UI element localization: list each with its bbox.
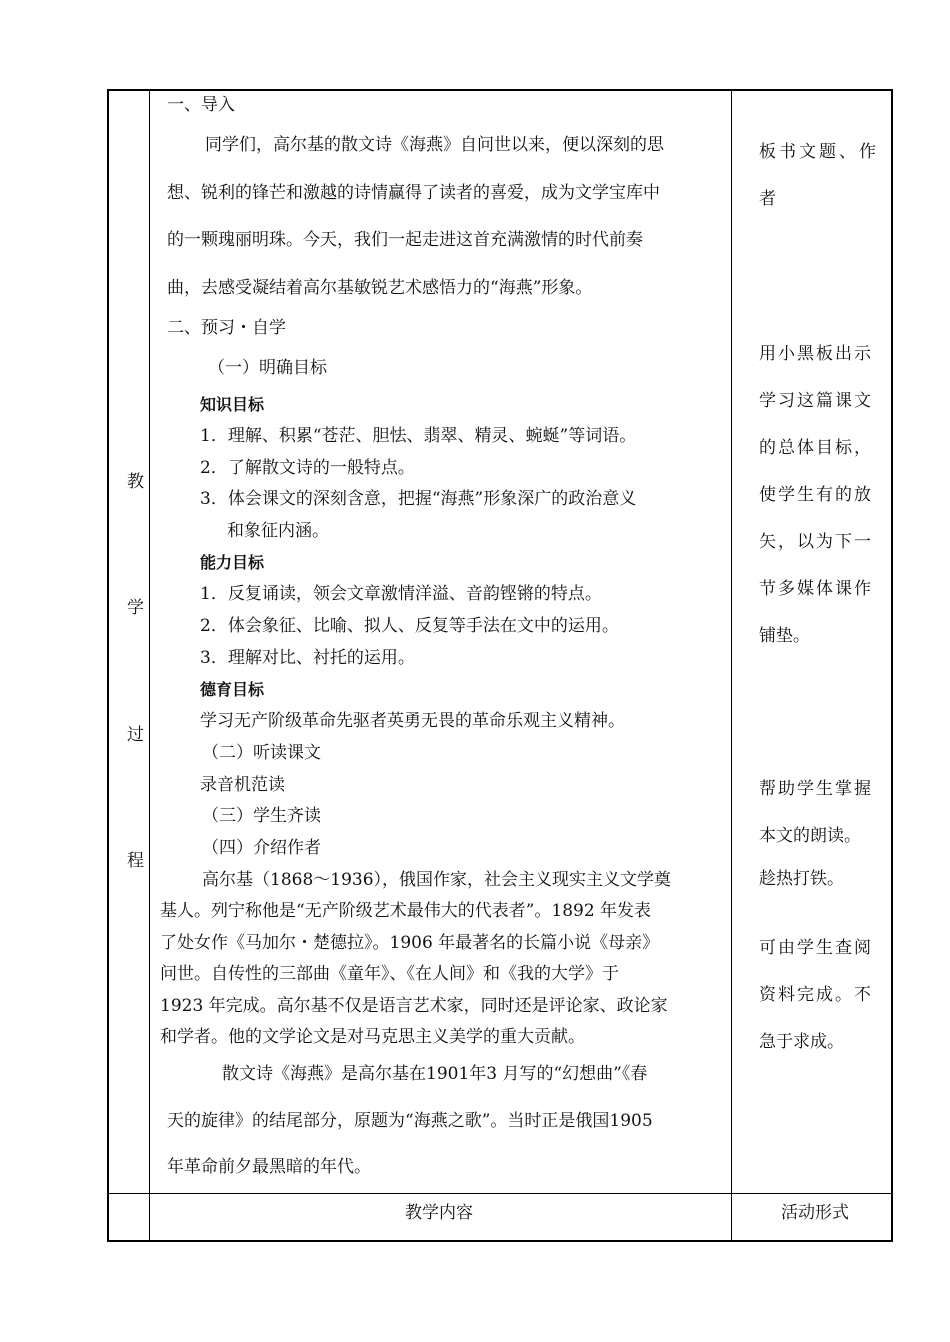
activity-note-line: 矢，以为下一 (759, 532, 873, 552)
column-divider (731, 89, 732, 1242)
knowledge-item: 3．体会课文的深刻含意，把握“海燕”形象深广的政治意义 (200, 489, 637, 509)
author-line: 问世。自传性的三部曲《童年》、《在人间》和《我的大学》于 (160, 964, 619, 984)
ability-item: 3．理解对比、衬托的运用。 (200, 648, 415, 668)
row-divider (107, 1193, 893, 1194)
subsection-heading: （四）介绍作者 (202, 838, 321, 858)
author-line: 基人。列宁称他是“无产阶级艺术最伟大的代表者”。1892 年发表 (160, 901, 652, 921)
activity-note-line: 节多媒体课作 (759, 579, 873, 599)
ability-item: 1．反复诵读，领会文章激情洋溢、音韵铿锵的特点。 (200, 584, 602, 604)
intro-line: 的一颗瑰丽明珠。今天，我们一起走进这首充满激情的时代前奏 (167, 230, 643, 250)
side-label-char: 过 (127, 725, 144, 745)
activity-note-line: 学习这篇课文 (759, 391, 873, 411)
side-label-char: 教 (127, 472, 144, 492)
poem-line: 天的旋律》的结尾部分，原题为“海燕之歌”。当时正是俄国1905 (167, 1111, 653, 1131)
author-line: 高尔基（1868～1936），俄国作家，社会主义现实主义文学奠 (202, 870, 672, 890)
subsection-heading: （二）听读课文 (202, 743, 321, 763)
activity-note-line: 铺垫。 (759, 626, 810, 646)
subsection-heading: （三）学生齐读 (202, 806, 321, 826)
ability-item: 2．体会象征、比喻、拟人、反复等手法在文中的运用。 (200, 616, 619, 636)
moral-title: 德育目标 (200, 680, 265, 699)
column-divider (149, 89, 150, 1242)
knowledge-item: 和象征内涵。 (227, 521, 329, 541)
knowledge-item: 1．理解、积累“苍茫、胆怯、翡翠、精灵、蜿蜒”等词语。 (200, 426, 637, 446)
ability-title: 能力目标 (200, 553, 265, 572)
intro-heading: 一、导入 (167, 95, 235, 115)
content-column-header: 教学内容 (405, 1203, 473, 1223)
activity-column-header: 活动形式 (781, 1203, 849, 1223)
intro-line: 曲，去感受凝结着高尔基敏锐艺术感悟力的“海燕”形象。 (167, 278, 593, 298)
activity-note-line: 帮助学生掌握 (759, 779, 873, 799)
knowledge-item: 2．了解散文诗的一般特点。 (200, 458, 415, 478)
activity-note-line: 使学生有的放 (759, 485, 873, 505)
subsection-heading: （一）明确目标 (208, 358, 327, 378)
side-label-char: 学 (127, 598, 144, 618)
side-label-char: 程 (127, 851, 144, 871)
activity-note-line: 的总体目标， (759, 438, 873, 458)
activity-note-line: 板书文题、作 (759, 142, 879, 162)
activity-note-line: 可由学生查阅 (759, 938, 873, 958)
activity-note-line: 用小黑板出示 (759, 344, 873, 364)
activity-note-line: 资料完成。不 (759, 985, 873, 1005)
activity-note-line: 趁热打铁。 (759, 869, 844, 889)
preview-heading: 二、预习・自学 (167, 318, 286, 338)
knowledge-title: 知识目标 (200, 395, 265, 414)
author-line: 1923 年完成。高尔基不仅是语言艺术家，同时还是评论家、政论家 (160, 996, 668, 1016)
poem-line: 散文诗《海燕》是高尔基在1901年3 月写的“幻想曲”《春 (222, 1064, 648, 1084)
intro-line: 想、锐利的锋芒和激越的诗情赢得了读者的喜爱，成为文学宝库中 (167, 183, 660, 203)
activity-note-line: 急于求成。 (759, 1032, 844, 1052)
author-line: 和学者。他的文学论文是对马克思主义美学的重大贡献。 (160, 1027, 585, 1047)
intro-line: 同学们，高尔基的散文诗《海燕》自问世以来，便以深刻的思 (205, 135, 664, 155)
author-line: 了处女作《马加尔・楚德拉》。1906 年最著名的长篇小说《母亲》 (160, 933, 660, 953)
subsection-text: 录音机范读 (200, 775, 285, 795)
poem-line: 年革命前夕最黑暗的年代。 (167, 1157, 371, 1177)
activity-note-line: 本文的朗读。 (759, 826, 861, 846)
moral-text: 学习无产阶级革命先驱者英勇无畏的革命乐观主义精神。 (200, 711, 625, 731)
activity-note-line: 者 (759, 189, 776, 209)
